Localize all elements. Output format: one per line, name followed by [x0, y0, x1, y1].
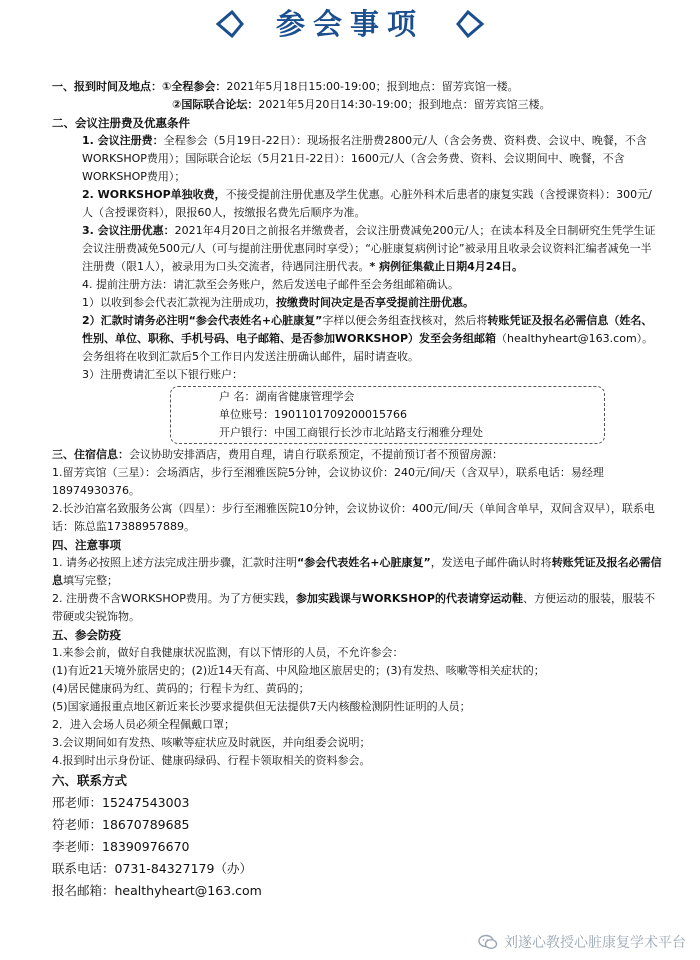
- note-2-b: 参加实践课与WORKSHOP的代表请穿运动鞋: [295, 592, 523, 605]
- section-1-item-2-text: 2021年5月20日14:30-19:00；报到地点：留芳宾馆三楼。: [258, 98, 551, 111]
- note-2: [52, 590, 662, 626]
- page-title: 参会事项: [275, 7, 424, 41]
- contact-xing: 邢老师：15247543003: [52, 795, 190, 810]
- bank-account-box: [170, 386, 605, 444]
- right-diamond-icon: [455, 2, 485, 46]
- note-1: [52, 554, 662, 590]
- section-2-para-1: [52, 132, 662, 186]
- workshop-fee-text: 不接受提前注册优惠及学生优惠。心脏外科术后患者的康复实践（含授课资料）：300元/人（含授课资料），限报60人，按缴报名费先后顺序为准。: [82, 188, 652, 219]
- section-1-item-1-text: 2021年5月18日15:00-19:00；报到地点：留芳宾馆一楼。: [226, 80, 519, 93]
- title-bar: [0, 2, 700, 46]
- discount-label: 3. 会议注册优惠：: [82, 224, 175, 237]
- note-1-c: ，发送电子邮件确认时将: [430, 556, 552, 569]
- watermark: [478, 932, 686, 952]
- section-2-para-4: 4. 提前注册方法：请汇款至会务账户，然后发送电子邮件至会务组邮箱确认。: [82, 278, 459, 291]
- section-3-intro: [52, 446, 662, 464]
- watermark-text: 刘遂心教授心脏康复学术平台: [504, 935, 686, 951]
- contact-phone: 联系电话：0731-84327179（办）: [52, 861, 252, 876]
- note-1-a: 1. 请务必按照上述方法完成注册步骤，汇款时注明: [52, 556, 297, 569]
- remittance-note-d: （healthyheart@163.com）。会务组将在收到汇款后5个工作日内发送注册确认邮件，届时请查收。: [82, 332, 654, 363]
- section-6-heading: 六、联系方式: [52, 773, 128, 788]
- epidemic-item-5: 2．进入会场人员必须全程佩戴口罩；: [52, 718, 235, 731]
- epidemic-item-6: 3.会议期间如有发热、咳嗽等症状应及时就医，并向组委会说明；: [52, 736, 371, 749]
- section-2-para-6: [52, 312, 662, 366]
- epidemic-item-1: 1.来参会前，做好自我健康状况监测，有以下情形的人员，不允许参会：: [52, 646, 404, 659]
- remittance-note-b: 字样以便会务组查找核对，然后将: [322, 314, 488, 327]
- section-2-para-3: [52, 222, 662, 276]
- contact-li: 李老师：18390976670: [52, 839, 190, 854]
- case-deadline: * 病例征集截止日期4月24日。: [369, 260, 524, 273]
- note-1-b: “参会代表姓名+心脏康复”: [297, 556, 431, 569]
- section-1-row-2: [52, 96, 662, 114]
- workshop-fee-label: 2. WORKSHOP单独收费，: [82, 188, 226, 201]
- section-1-item-2-label: ②国际联合论坛：: [172, 98, 259, 111]
- registration-fee-label: 1. 会议注册费：: [82, 134, 164, 147]
- payment-rule-bold: 按缴费时间决定是否享受提前注册优惠。: [276, 296, 474, 309]
- section-1-heading: 一、报到时间及地点：: [52, 80, 162, 93]
- remittance-note-a: 2）汇款时请务必注明“参会代表姓名+心脏康复”: [82, 314, 323, 327]
- section-2-para-7: 3）注册费请汇至以下银行账户：: [82, 368, 243, 381]
- note-2-a: 2. 注册费不含WORKSHOP费用。为了方便实践，: [52, 592, 296, 605]
- contact-fu: 符老师：18670789685: [52, 817, 190, 832]
- remittance-note-c: 转账凭证及报名必需信息（姓名、性别、单位、职称、手机号码、电子邮箱、是否参加WORKSHOP）发至会务组邮箱: [82, 314, 653, 345]
- section-5-heading: 五、参会防疫: [52, 628, 121, 642]
- epidemic-item-7: 4.报到时出示身份证、健康码绿码、行程卡领取相关的资料参会。: [52, 754, 371, 767]
- payment-rule-text: 1）以收到参会代表汇款视为注册成功，: [82, 296, 276, 309]
- epidemic-item-2: (1)有近21天境外旅居史的；(2)近14天有高、中风险地区旅居史的；(3)有发热、咳嗽等相关症状的；: [52, 664, 545, 677]
- document-body: [52, 78, 662, 902]
- section-1-row-1: [52, 78, 662, 96]
- section-3-heading: 三、住宿信息：: [52, 448, 129, 461]
- wechat-icon: [478, 934, 498, 950]
- epidemic-item-3: (4)居民健康码为红、黄码的；行程卡为红、黄码的；: [52, 682, 310, 695]
- left-diamond-icon: [215, 2, 245, 46]
- bank-branch: 开户银行：中国工商银行长沙市北站路支行湘雅分理处: [219, 426, 483, 439]
- discount-text: 2021年4月20日之前报名并缴费者，会议注册费减免200元/人；在读本科及全日制研究生凭学生证会议注册费减免500元/人（可与提前注册优惠同时享受）；“心脏康复病例讨论”被录用且收录会议资料汇编者减免一半注册费（限1人），被录用为口头交流者，待遇同注册代表。: [82, 224, 656, 273]
- note-2-c: 、方便运动的服装，服装不带硬或尖锐饰物。: [52, 592, 655, 623]
- contact-email: 报名邮箱：healthyheart@163.com: [52, 883, 262, 898]
- section-2-heading: 二、会议注册费及优惠条件: [52, 116, 190, 130]
- hotel-1: 1.留芳宾馆（三星）：会场酒店，步行至湘雅医院5分钟，会议协议价：240元/间/天（含双早），联系电话：易经理18974930376。: [52, 466, 604, 497]
- section-2-para-2: [52, 186, 662, 222]
- section-4-heading: 四、注意事项: [52, 538, 121, 552]
- section-2-para-5: [52, 294, 662, 312]
- bank-account-name: 户 名：湖南省健康管理学会: [219, 390, 355, 403]
- hotel-2: 2.长沙泊富名致服务公寓（四星）：步行至湘雅医院10分钟，会议协议价：400元/间/天（单间含单早，双间含双早），联系电话：陈总监17388957889。: [52, 502, 655, 533]
- section-3-intro-text: 会议协助安排酒店，费用自理，请自行联系预定，不提前预订者不预留房源：: [129, 448, 503, 461]
- note-1-d: 转账凭证及报名必需信息: [52, 556, 662, 587]
- bank-account-number: 单位账号：1901101709200015766: [219, 408, 407, 421]
- registration-fee-text: 全程参会（5月19日-22日）：现场报名注册费2800元/人（含会务费、资料费、会议中、晚餐，不含WORKSHOP费用）；国际联合论坛（5月21日-22日）：1600元/人（含会务费、资料、会议期间中、晚餐，不含WORKSHOP费用）；: [82, 134, 647, 183]
- section-1-item-1-label: ①全程参会：: [162, 80, 227, 93]
- epidemic-item-4: (5)国家通报重点地区新近来长沙要求提供但无法提供7天内核酸检测阴性证明的人员；: [52, 700, 471, 713]
- note-1-e: 填写完整；: [63, 574, 118, 587]
